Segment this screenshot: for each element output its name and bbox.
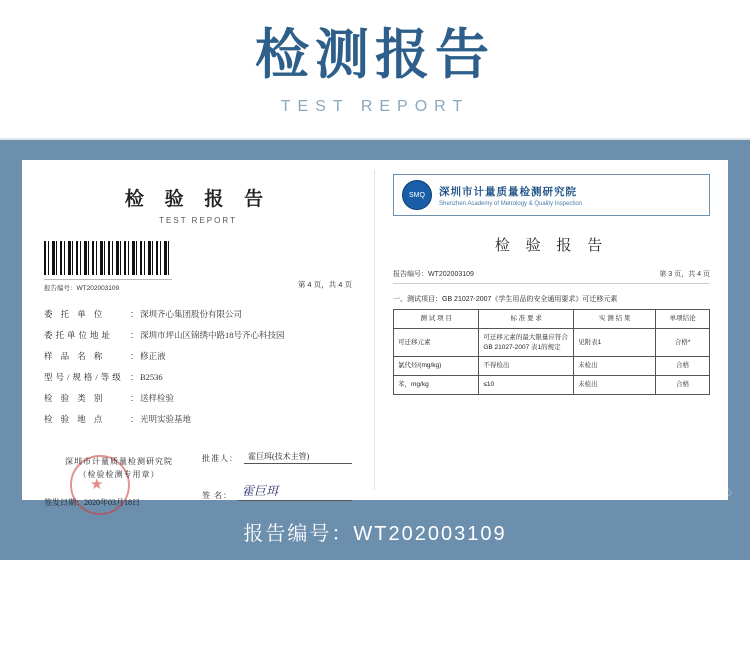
signature-row: [202, 482, 352, 501]
page-header: [0, 0, 750, 140]
bottom-whitespace: [0, 560, 750, 652]
right-report-number: 报告编号：WT202003109: [393, 271, 474, 278]
page-title: 检测报告: [255, 25, 495, 85]
test-results-table: [393, 309, 710, 395]
report-number-footer: 报告编号：WT202003109: [243, 523, 507, 545]
report-document: [22, 160, 728, 507]
field-value: 光明实验基地: [140, 414, 192, 424]
approver-label: 批准人：: [202, 454, 238, 463]
cell-item: 苯，mg/kg: [394, 376, 479, 395]
field-colon: ：: [130, 330, 139, 340]
field-colon: ：: [130, 414, 139, 424]
cell-conclusion: 合格*: [656, 328, 710, 357]
issue-date-value: 2020年03月18日: [84, 498, 140, 507]
column-header-item: 测 试 项 目: [394, 310, 479, 329]
cell-result: 见附表1: [574, 328, 656, 357]
institute-logo-icon: SMQ: [402, 180, 432, 210]
cell-conclusion: 合格: [656, 357, 710, 376]
cell-conclusion: 合格: [656, 376, 710, 395]
field-row: [44, 350, 352, 362]
field-row: [44, 329, 352, 341]
table-row: [394, 376, 710, 395]
table-row: [394, 357, 710, 376]
cell-result: 未检出: [574, 376, 656, 395]
cell-standard: 可迁移元素的最大限量应符合GB 21027-2007 表1的规定: [479, 328, 574, 357]
stamp-line-2: （检验检测专用章）: [78, 470, 160, 479]
left-page-number: 第 4 页，共 4 页: [297, 280, 352, 289]
field-row: [44, 392, 352, 404]
field-label: 样 品 名 称: [44, 351, 106, 361]
right-page-meta: [393, 269, 710, 284]
field-row: [44, 413, 352, 425]
brand-watermark: [661, 482, 734, 498]
brand-name-cn: 齐心: [711, 487, 734, 497]
report-band: [0, 140, 750, 560]
field-colon: ：: [130, 351, 139, 361]
report-page-right: [375, 160, 728, 500]
field-label: 委 托 单 位: [44, 309, 106, 319]
field-row: [44, 371, 352, 383]
cell-result: 未检出: [574, 357, 656, 376]
left-page-subtitle: TEST REPORT: [159, 216, 237, 225]
barcode-image: [44, 241, 172, 275]
cell-item: 氯代烃/(mg/kg): [394, 357, 479, 376]
column-header-standard: 标 准 要 求: [479, 310, 574, 329]
column-header-conclusion: 单项结论: [656, 310, 710, 329]
issue-date: [44, 497, 194, 508]
column-header-result: 实 测 结 果: [574, 310, 656, 329]
cell-standard: ≤10: [479, 376, 574, 395]
approver-value: 霍巨珥(技术主管): [244, 451, 352, 464]
field-value: 深圳齐心集团股份有限公司: [140, 309, 243, 319]
institution-header: [393, 174, 710, 216]
page-subtitle: TEST REPORT: [280, 98, 470, 115]
field-list: [44, 308, 352, 425]
field-label: 委托单位地址: [44, 330, 114, 340]
institution-name-en: Shenzhen Academy of Metrology & Quality Inspection: [439, 200, 583, 207]
cell-item: 可迁移元素: [394, 328, 479, 357]
report-page-left: [22, 160, 374, 507]
cell-standard: 不得检出: [479, 357, 574, 376]
signature-label: 签 名：: [202, 491, 232, 500]
left-page-title: 检 验 报 告: [124, 189, 272, 210]
table-header-row: [394, 310, 710, 329]
field-colon: ：: [130, 372, 139, 382]
field-label: 型号/规格/等级: [44, 372, 124, 382]
signature-value: 霍巨珥: [238, 482, 352, 501]
brand-name: Comix: [661, 482, 709, 498]
field-label: 检 验 地 点: [44, 414, 106, 424]
stamp-star-icon: ★: [90, 476, 104, 493]
approver-row: [202, 451, 352, 464]
right-page-number: 第 3 页，共 4 页: [659, 271, 710, 278]
field-colon: ：: [130, 393, 139, 403]
signature-area: [44, 451, 352, 519]
table-row: [394, 328, 710, 357]
field-value: B2536: [140, 372, 163, 382]
test-section-heading: 一、测试项目：GB 21027-2007《学生用品的安全通用要求》可迁移元素: [393, 296, 618, 303]
approval-block: [202, 451, 352, 519]
field-value: 送样检验: [140, 393, 175, 403]
field-label: 检 验 类 别: [44, 393, 106, 403]
field-row: [44, 308, 352, 320]
field-value: 深圳市坪山区锦绣中路18号齐心科技园: [140, 330, 285, 340]
right-page-title: 检 验 报 告: [494, 238, 609, 254]
issue-date-label: 签发日期：: [44, 498, 84, 507]
left-report-number: 报告编号：WT202003109: [44, 279, 172, 292]
barcode-row: [44, 241, 352, 292]
field-colon: ：: [130, 309, 139, 319]
official-stamp: [44, 451, 194, 508]
stamp-line-1: 深圳市计量质量检测研究院: [65, 457, 173, 466]
institution-name-cn: 深圳市计量质量检测研究院: [439, 186, 577, 198]
field-value: 修正液: [140, 351, 166, 361]
